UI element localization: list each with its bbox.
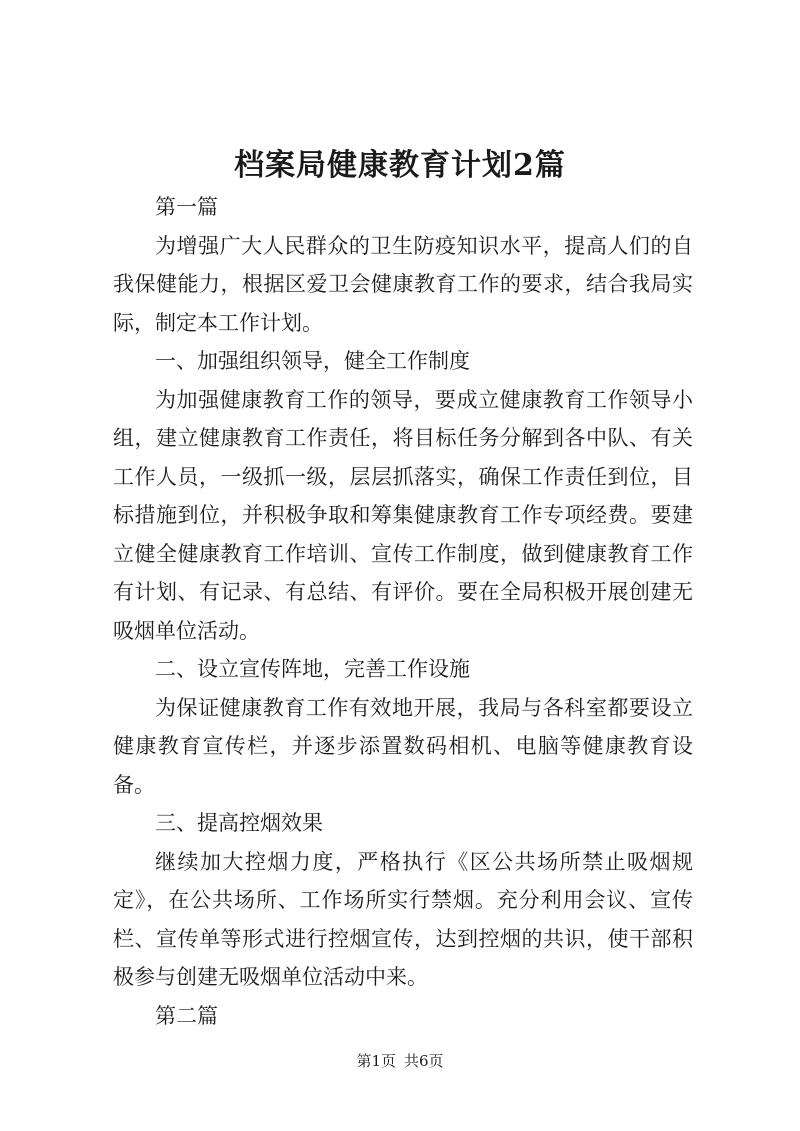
- section-heading-3: 三、提高控烟效果: [155, 811, 323, 835]
- page-total: 共6页: [404, 1052, 444, 1070]
- body-paragraph-1: 为加强健康教育工作的领导，要成立健康教育工作领导小组，建立健康教育工作责任，将目标任务分解到各中队、有关工作人员，一级抓一级，层层抓落实，确保工作责任到位，目标措施到位，并积极争取和筹集健康教育工作专项经费。要建立健全健康教育工作培训、宣传工作制度，做到健康教育工作有计划、有记录、有总结、有评价。要在全局积极开展创建无吸烟单位活动。: [113, 387, 693, 643]
- body-paragraph-3: 继续加大控烟力度，严格执行《区公共场所禁止吸烟规定》，在公共场所、工作场所实行禁烟。充分利用会议、宣传栏、宣传单等形式进行控烟宣传，达到控烟的共识，使干部积极参与创建无吸烟单位活动中来。: [113, 849, 693, 989]
- document-body: [113, 188, 693, 1035]
- section-heading-part-one: 第一篇: [155, 195, 218, 219]
- section-heading-1: 一、加强组织领导，健全工作制度: [155, 349, 470, 373]
- section-heading-part-two: 第二篇: [155, 1003, 218, 1028]
- intro-paragraph: 为增强广大人民群众的卫生防疫知识水平，提高人们的自我保健能力，根据区爱卫会健康教育工作的要求，结合我局实际，制定本工作计划。: [113, 233, 693, 335]
- page-number: 第1页: [356, 1052, 396, 1070]
- section-heading-2: 二、设立宣传阵地，完善工作设施: [155, 657, 470, 681]
- document-title: 档案局健康教育计划2篇: [234, 148, 566, 183]
- page-footer: [0, 1050, 800, 1071]
- body-paragraph-2: 为保证健康教育工作有效地开展，我局与各科室都要设立健康教育宣传栏，并逐步添置数码相机、电脑等健康教育设备。: [113, 695, 693, 797]
